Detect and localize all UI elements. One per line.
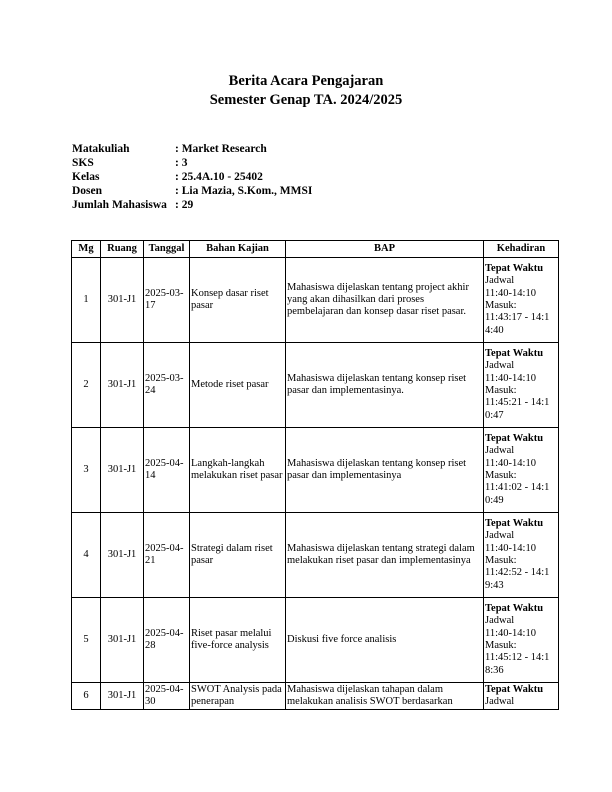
cell-mg: 3 xyxy=(72,428,101,513)
cell-tanggal: 2025-03-17 xyxy=(144,258,190,343)
cell-tanggal: 2025-04-28 xyxy=(144,598,190,683)
info-value: : 25.4A.10 - 25402 xyxy=(175,171,263,183)
cell-mg: 2 xyxy=(72,343,101,428)
info-row-sks xyxy=(72,156,312,170)
cell-ruang: 301-J1 xyxy=(101,343,144,428)
table-row xyxy=(72,513,559,598)
checkin-label: Masuk: xyxy=(485,640,517,651)
attendance-status: Tepat Waktu xyxy=(485,348,544,360)
checkin-label: Masuk: xyxy=(485,300,517,311)
cell-bahan-kajian: Langkah-langkah melakukan riset pasar xyxy=(190,428,286,513)
info-label: SKS xyxy=(72,157,94,169)
bap-table xyxy=(71,240,559,710)
table-row xyxy=(72,258,559,343)
info-value: : 29 xyxy=(175,199,194,211)
attendance-status: Tepat Waktu xyxy=(485,263,544,275)
info-label: Kelas xyxy=(72,171,100,183)
checkin-time: 11:41:02 - 14:10:49 xyxy=(485,482,550,506)
header-ruang: Ruang xyxy=(101,241,144,258)
cell-ruang: 301-J1 xyxy=(101,683,144,710)
schedule-label: Jadwal xyxy=(485,445,515,457)
table-row xyxy=(72,598,559,683)
cell-tanggal: 2025-04-21 xyxy=(144,513,190,598)
cell-kehadiran xyxy=(484,343,559,428)
checkin-label: Masuk: xyxy=(485,385,517,396)
semester-title: Semester Genap TA. 2024/2025 xyxy=(209,92,403,108)
info-label: Jumlah Mahasiswa xyxy=(72,199,167,211)
schedule-label: Jadwal xyxy=(485,696,515,707)
table-header-row xyxy=(72,241,559,258)
table-row xyxy=(72,343,559,428)
header-kehadiran: Kehadiran xyxy=(484,241,559,258)
info-value: : Lia Mazia, S.Kom., MMSI xyxy=(175,185,313,197)
schedule-time: 11:40-14:10 xyxy=(485,542,536,554)
checkin-time: 11:43:17 - 14:14:40 xyxy=(485,312,550,336)
checkin-time: 11:45:12 - 14:18:36 xyxy=(485,652,550,676)
info-row-kelas xyxy=(72,170,312,184)
cell-bahan-kajian: Metode riset pasar xyxy=(190,343,286,428)
cell-tanggal: 2025-03-24 xyxy=(144,343,190,428)
checkin-label: Masuk: xyxy=(485,555,517,566)
info-value: : Market Research xyxy=(175,143,267,155)
cell-kehadiran xyxy=(484,428,559,513)
schedule-label: Jadwal xyxy=(485,275,515,287)
attendance-status: Tepat Waktu xyxy=(485,683,544,695)
header-bahan-kajian: Bahan Kajian xyxy=(190,241,286,258)
cell-bahan-kajian: Konsep dasar riset pasar xyxy=(190,258,286,343)
attendance-status: Tepat Waktu xyxy=(485,603,544,615)
cell-bap: Mahasiswa dijelaskan tentang project akhir yang akan dihasilkan dari proses pembelajaran dan konsep dasar riset pasar. xyxy=(286,258,484,343)
info-row-matakuliah xyxy=(72,142,312,156)
checkin-time: 11:45:21 - 14:10:47 xyxy=(485,397,550,421)
cell-ruang: 301-J1 xyxy=(101,598,144,683)
cell-kehadiran xyxy=(484,598,559,683)
info-value: : 3 xyxy=(175,157,188,169)
attendance-status: Tepat Waktu xyxy=(485,433,544,445)
info-label: Matakuliah xyxy=(72,143,130,155)
cell-mg: 5 xyxy=(72,598,101,683)
course-info xyxy=(72,142,312,212)
cell-tanggal: 2025-04-30 xyxy=(144,683,190,710)
info-row-jumlah-mahasiswa xyxy=(72,198,312,212)
cell-bap: Diskusi five force analisis xyxy=(286,598,484,683)
cell-bap: Mahasiswa dijelaskan tentang konsep riset pasar dan implementasinya. xyxy=(286,343,484,428)
info-label: Dosen xyxy=(72,185,103,197)
schedule-label: Jadwal xyxy=(485,530,515,542)
schedule-label: Jadwal xyxy=(485,615,515,627)
cell-ruang: 301-J1 xyxy=(101,513,144,598)
checkin-time: 11:42:52 - 14:19:43 xyxy=(485,567,550,591)
cell-mg: 4 xyxy=(72,513,101,598)
cell-kehadiran xyxy=(484,258,559,343)
cell-bahan-kajian: Riset pasar melalui five-force analysis xyxy=(190,598,286,683)
cell-kehadiran xyxy=(484,683,559,710)
table-row xyxy=(72,683,559,710)
cell-mg: 1 xyxy=(72,258,101,343)
schedule-time: 11:40-14:10 xyxy=(485,372,536,384)
cell-kehadiran xyxy=(484,513,559,598)
cell-tanggal: 2025-04-14 xyxy=(144,428,190,513)
cell-bap: Mahasiswa dijelaskan tentang strategi dalam melakukan riset pasar dan implementasinya xyxy=(286,513,484,598)
schedule-time: 11:40-14:10 xyxy=(485,627,536,639)
schedule-time: 11:40-14:10 xyxy=(485,457,536,469)
cell-mg: 6 xyxy=(72,683,101,710)
table-row xyxy=(72,428,559,513)
header-tanggal: Tanggal xyxy=(144,241,190,258)
header-bap: BAP xyxy=(286,241,484,258)
checkin-label: Masuk: xyxy=(485,470,517,481)
cell-bahan-kajian: Strategi dalam riset pasar xyxy=(190,513,286,598)
schedule-label: Jadwal xyxy=(485,360,515,372)
cell-bap: Mahasiswa dijelaskan tahapan dalam melakukan analisis SWOT berdasarkan xyxy=(286,683,484,710)
cell-ruang: 301-J1 xyxy=(101,428,144,513)
schedule-time: 11:40-14:10 xyxy=(485,287,536,299)
header-mg: Mg xyxy=(72,241,101,258)
cell-ruang: 301-J1 xyxy=(101,258,144,343)
document-title: Berita Acara Pengajaran xyxy=(228,73,384,89)
attendance-status: Tepat Waktu xyxy=(485,518,544,530)
cell-bap: Mahasiswa dijelaskan tentang konsep riset pasar dan implementasinya xyxy=(286,428,484,513)
info-row-dosen xyxy=(72,184,312,198)
cell-bahan-kajian: SWOT Analysis pada penerapan xyxy=(190,683,286,710)
